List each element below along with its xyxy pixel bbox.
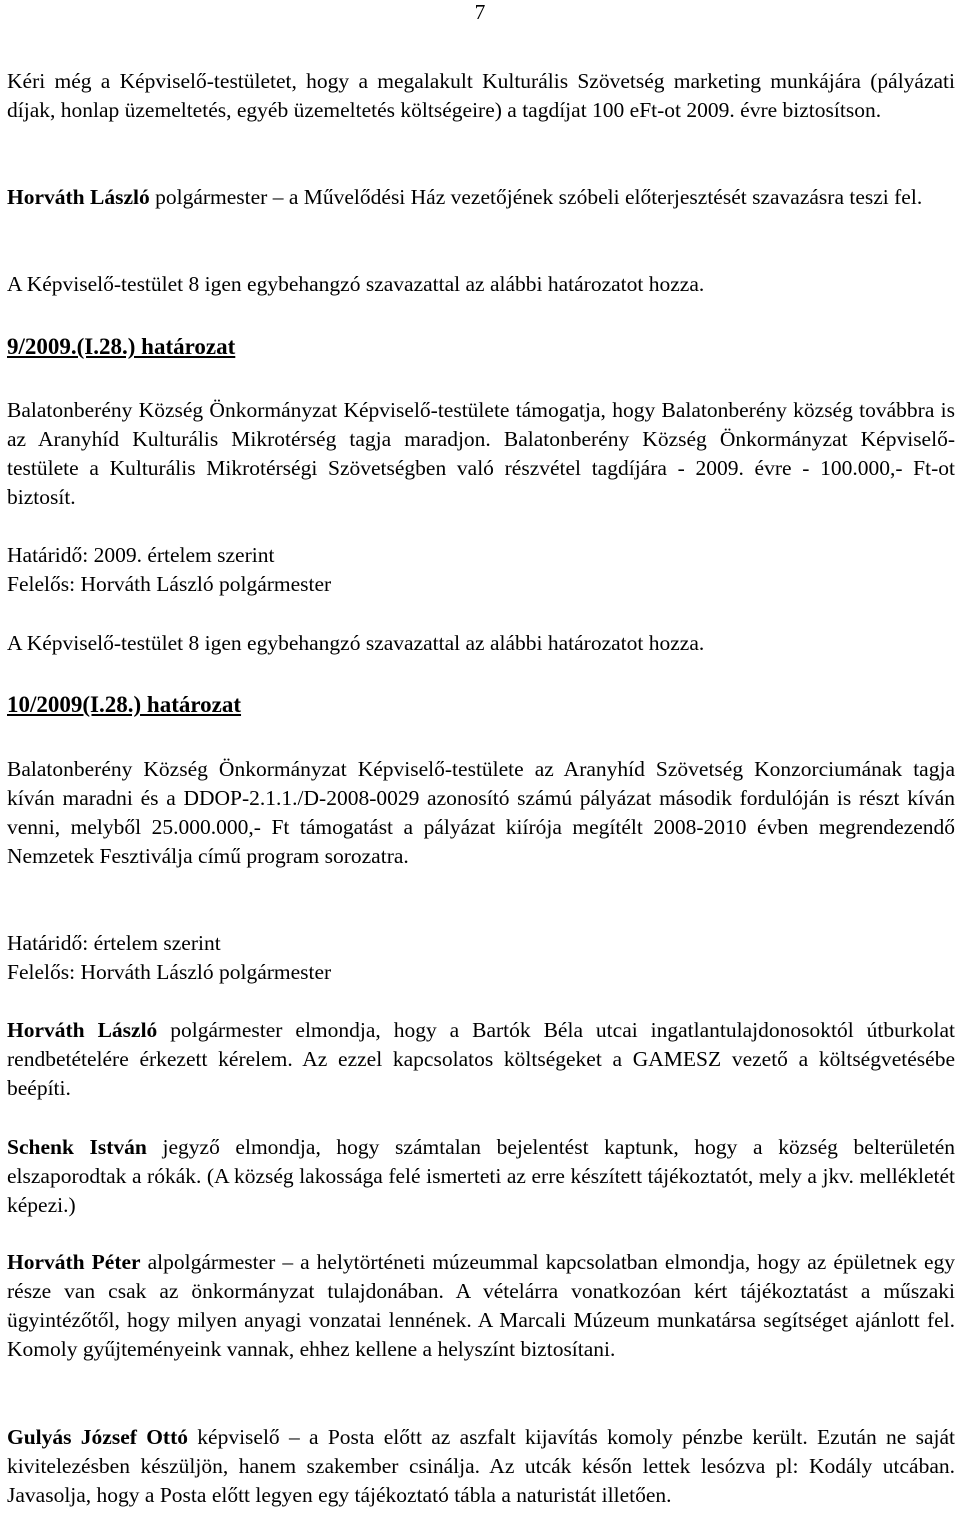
paragraph-text: alpolgármester – a helytörténeti múzeummal kapcsolatban elmondja, hogy az épületnek egy része van csak az önkormányzat tulajdonában. A vételárra vonatkozóan kért tájékoztatást a műszaki ügyintézőtől, hogy milyen anyagi vonzatai lennének. A Marcali Múzeum munkatársa segítséget ajánlott fel. Komoly gyűjteményeink vannak, ehhez kellene a helyszínt biztosítani.: [7, 1250, 955, 1361]
resolution-1-title: 9/2009.(I.28.) határozat: [7, 334, 236, 359]
resolution-2-title: 10/2009(I.28.) határozat: [7, 692, 242, 717]
paragraph-text: polgármester elmondja, hogy a Bartók Béla utcai ingatlantulajdonosoktól útburkolat rendbetételére érkezett kérelem. Az ezzel kapcsolatos költségeket a GAMESZ vezető a költségvetésébe beépíti.: [7, 1018, 955, 1100]
resolution-1-body: Balatonberény Község Önkormányzat Képviselő-testülete támogatja, hogy Balatonberény község továbbra is az Aranyhíd Kulturális Mikrotérség tagja maradjon. Balatonberény Község Önkormányzat Képviselő-testülete a Kulturális Mikrotérségi Szövetségben való részvétel tagdíjára - 2009. évre - 100.000,- Ft-ot biztosít.: [7, 398, 955, 509]
paragraph-tagdij-request: Kéri még a Képviselő-testületet, hogy a megalakult Kulturális Szövetség marketing munkájára (pályázati díjak, honlap üzemeltetés, egyéb üzemeltetés költségeire) a tagdíjat 100 eFt-ot 2009. évre biztosítson.: [7, 69, 955, 122]
paragraph-museum: [7, 1248, 955, 1364]
resolution-2-deadline: Határidő: értelem szerint: [7, 931, 221, 955]
paragraph-road-repair: [7, 1016, 955, 1103]
page-number: 7: [474, 0, 486, 24]
resolution-2-responsible: Felelős: Horváth László polgármester: [7, 960, 332, 984]
paragraph-text: polgármester – a Művelődési Ház vezetőjének szóbeli előterjesztését szavazásra teszi fel.: [149, 185, 923, 209]
resolution-1-deadline: Határidő: 2009. értelem szerint: [7, 543, 275, 567]
paragraph-text: képviselő – a Posta előtt az aszfalt kijavítás komoly pénzbe került. Ezután ne saját kivitelezésben készüljön, hanem szakember csinálja. Az utcák későn lettek lesózva pl: Kodály utcában. Javasolja, hogy a Posta előtt legyen egy tájékoztató tábla a naturistát illetően.: [7, 1425, 955, 1507]
vote-statement-2: A Képviselő-testület 8 igen egybehangzó szavazattal az alábbi határozatot hozza.: [7, 631, 705, 655]
speaker-name: Horváth László: [7, 1018, 158, 1042]
speaker-name: Horváth László: [7, 185, 150, 209]
paragraph-foxes: [7, 1133, 955, 1220]
resolution-2-body: Balatonberény Község Önkormányzat Képviselő-testülete az Aranyhíd Szövetség Konzorciumának tagja kíván maradni és a DDOP-2.1.1./D-2008-0029 azonosító számú pályázat második fordulóján is részt kíván venni, melyből 25.000.000,- Ft támogatást a pályázat kiírója megítélt 2008-2010 évben megrendezendő Nemzetek Fesztiválja című program sorozatra.: [7, 757, 955, 868]
speaker-name: Horváth Péter: [7, 1250, 141, 1274]
vote-statement-1: A Képviselő-testület 8 igen egybehangzó szavazattal az alábbi határozatot hozza.: [7, 272, 705, 296]
paragraph-post-office: [7, 1423, 955, 1510]
paragraph-text: jegyző elmondja, hogy számtalan bejelentést kaptunk, hogy a község belterületén elszaporodtak a rókák. (A község lakossága felé ismerteti az erre készített tájékoztatót, mely a jkv. mellékletét képezi.): [7, 1135, 955, 1217]
resolution-1-responsible: Felelős: Horváth László polgármester: [7, 572, 332, 596]
speaker-name: Schenk István: [7, 1135, 147, 1159]
paragraph-vote-proposal: [7, 183, 955, 212]
speaker-name: Gulyás József Ottó: [7, 1425, 188, 1449]
